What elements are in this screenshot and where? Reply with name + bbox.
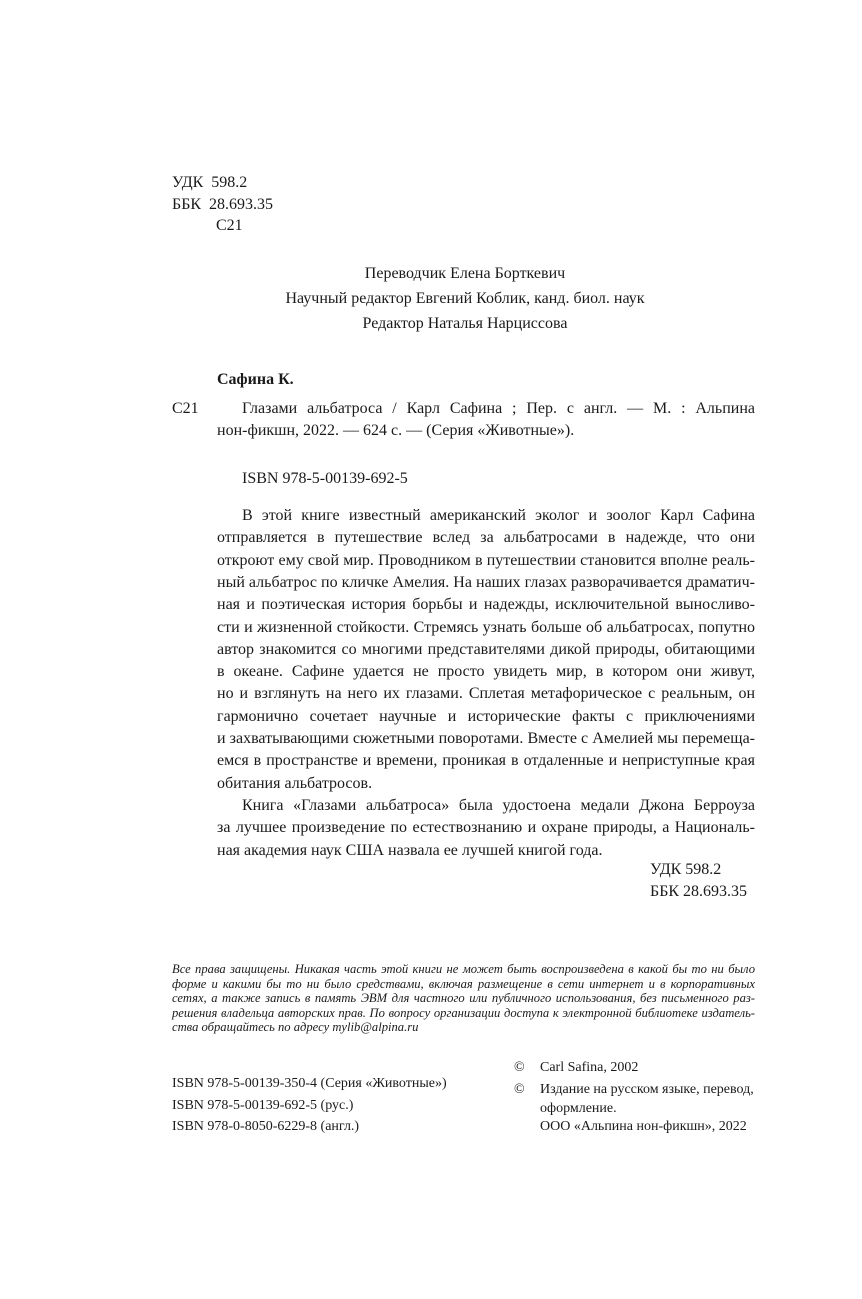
annotation-line: и захватывающими сюжетными поворотами. Вместе с Амелией мы перемеща- bbox=[217, 730, 755, 747]
isbn-ru: ISBN 978-5-00139-692-5 (рус.) bbox=[172, 1098, 354, 1113]
annotation-line: в океане. Сафине удается не просто увидеть мир, в котором они живут, bbox=[217, 663, 755, 681]
annotation-line: обитания альбатросов. bbox=[217, 774, 373, 792]
entry-line: Глазами альбатроса / Карл Сафина ; Пер. с англ. — М. : Альпина bbox=[242, 400, 755, 417]
annotation-line: ный альбатрос по кличке Амелия. На наших глазах разворачивается драматич- bbox=[217, 573, 755, 591]
copyright-edition: оформление. bbox=[540, 1101, 617, 1116]
rights-line: форме и какими бы то ни было средствами, включая размещение в сети интернет и в корпоративных bbox=[172, 976, 755, 991]
footer-bbk: ББК 28.693.35 bbox=[650, 883, 748, 900]
rights-line: решения владельца авторских прав. По вопросу организации доступа к электронной библиотеке издатель- bbox=[172, 1005, 755, 1020]
udk-code: УДК 598.2 bbox=[172, 174, 248, 191]
credit-editor: Редактор Наталья Нарциссова bbox=[362, 315, 568, 332]
entry-line: нон-фикшн, 2022. — 624 с. — (Серия «Животные»). bbox=[217, 422, 575, 439]
annotation-line: Книга «Глазами альбатроса» была удостоена медали Джона Берроуза bbox=[242, 796, 755, 814]
copyright-icon: © bbox=[514, 1082, 525, 1097]
annotation-line: автор знакомится со многими представителями дикой природы, обитающими bbox=[217, 640, 755, 658]
annotation-line: сти и жизненной стойкости. Стремясь узнать больше об альбатросах, попутно bbox=[217, 618, 755, 636]
author-heading: Сафина К. bbox=[217, 371, 294, 388]
author-mark: С21 bbox=[216, 217, 243, 234]
copyright-edition: Издание на русском языке, перевод, bbox=[540, 1082, 754, 1097]
footer-udk: УДК 598.2 bbox=[650, 861, 722, 878]
annotation-line: ная и поэтическая история борьбы и надежды, исключительной выносливо- bbox=[217, 596, 755, 614]
isbn-en: ISBN 978-0-8050-6229-8 (англ.) bbox=[172, 1119, 360, 1134]
rights-line: сетях, а также запись в память ЭВМ для частного или публичного использования, без письменного раз- bbox=[172, 991, 755, 1006]
entry-code: С21 bbox=[172, 400, 199, 417]
bbk-code: ББК 28.693.35 bbox=[172, 196, 274, 213]
annotation-line: емся в пространстве и времени, проникая в отдаленные и неприступные края bbox=[217, 752, 755, 770]
rights-line: Все права защищены. Никакая часть этой книги не может быть воспроизведена в какой бы то ни было bbox=[172, 962, 755, 976]
credit-translator: Переводчик Елена Борткевич bbox=[364, 265, 566, 282]
annotation-line: отправляется в путешествие вслед за альбатросами в надежде, что они bbox=[217, 529, 755, 547]
credit-science-editor: Научный редактор Евгений Коблик, канд. биол. наук bbox=[285, 290, 645, 307]
annotation-line: откроют ему свой мир. Проводником в путешествии становится вполне реаль- bbox=[217, 551, 755, 569]
copyright-icon: © bbox=[514, 1060, 525, 1075]
annotation-line: но и взглянуть на него их глазами. Сплетая метафорическое с реальным, он bbox=[217, 685, 755, 703]
annotation-line: В этой книге известный американский эколог и зоолог Карл Сафина bbox=[242, 507, 755, 524]
isbn-main: ISBN 978-5-00139-692-5 bbox=[242, 470, 408, 487]
copyright-author: Carl Safina, 2002 bbox=[540, 1060, 639, 1075]
rights-notice bbox=[172, 962, 755, 1035]
rights-line: ства обращайтесь по адресу mylib@alpina.ru bbox=[172, 1020, 419, 1035]
annotation-line: ная академия наук США назвала ее лучшей книгой года. bbox=[217, 841, 603, 859]
copyright-publisher: ООО «Альпина нон-фикшн», 2022 bbox=[540, 1119, 747, 1134]
isbn-series: ISBN 978-5-00139-350-4 (Серия «Животные») bbox=[172, 1076, 447, 1091]
annotation-line: гармонично сочетает научные и исторические факты с приключениями bbox=[217, 707, 755, 725]
annotation-line: за лучшее произведение по естествознанию и охране природы, а Националь- bbox=[217, 819, 755, 837]
